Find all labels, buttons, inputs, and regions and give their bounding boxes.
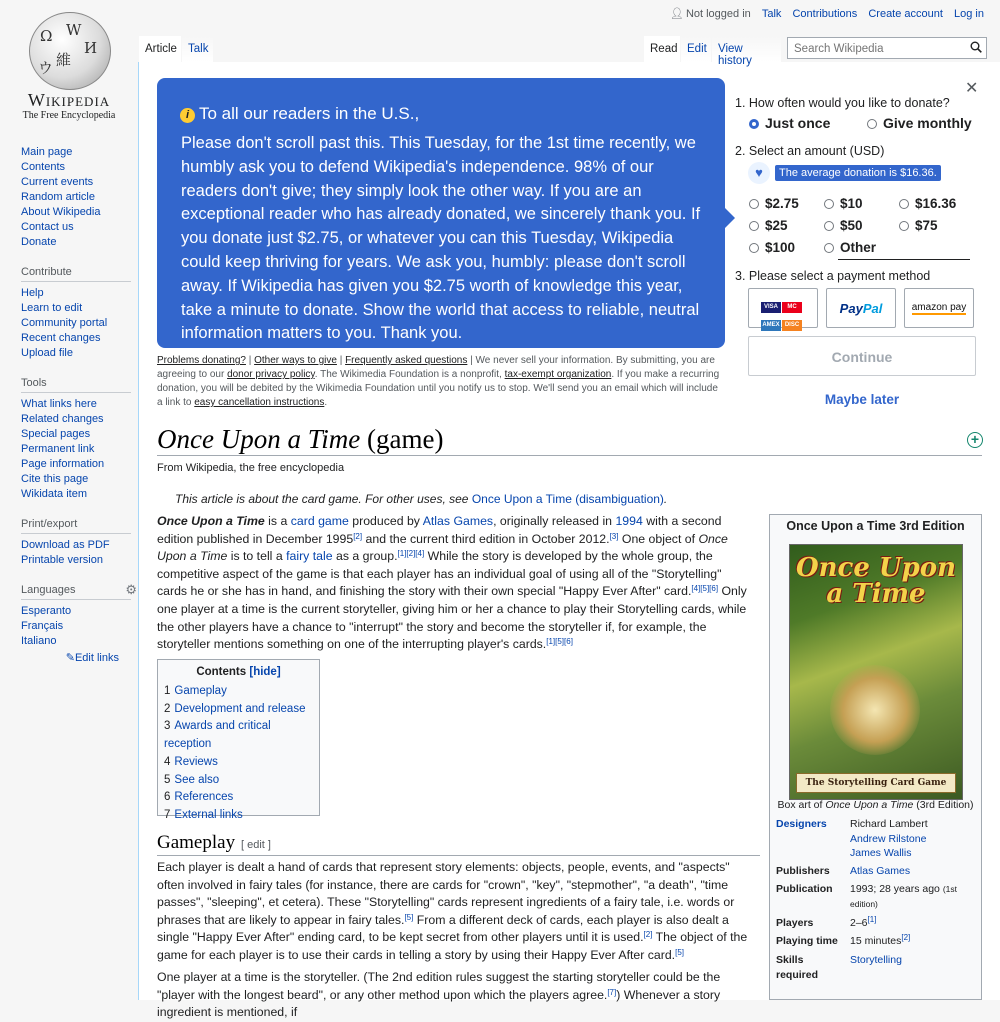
tab-article[interactable]: Article xyxy=(139,36,181,62)
problems-donating-link[interactable]: Problems donating? xyxy=(157,355,246,366)
toc-item[interactable]: 4 Reviews xyxy=(164,755,218,768)
tab-talk[interactable]: Talk xyxy=(182,36,213,62)
not-logged-in: Not logged in xyxy=(685,8,751,20)
average-donation-note: ♥ The average donation is $16.36. xyxy=(748,162,968,186)
sidebar-item-special-pages[interactable]: Special pages xyxy=(21,428,91,440)
sidebar-item-esperanto[interactable]: Esperanto xyxy=(21,605,72,617)
title-divider xyxy=(157,455,982,456)
sidebar-item-contents[interactable]: Contents xyxy=(21,161,66,173)
paypal-button[interactable] xyxy=(826,288,896,328)
toc-item[interactable]: 7 External links xyxy=(164,808,243,821)
publisher-link[interactable]: Atlas Games xyxy=(850,865,911,877)
globe-icon: Ω W И 維 ウ xyxy=(29,12,111,90)
wordmark: Wikipedia xyxy=(27,90,111,110)
hatnote: This article is about the card game. For other uses, see Once Upon a Time (disambiguation). xyxy=(175,492,668,506)
sidebar-item-main-page[interactable]: Main page xyxy=(21,146,73,158)
page-title: Once Upon a Time (game) xyxy=(157,424,444,454)
privacy-link[interactable]: donor privacy policy xyxy=(227,369,315,380)
just-once-option[interactable]: Just once xyxy=(749,115,830,131)
banner-arrow xyxy=(725,208,735,228)
sidebar-item-help[interactable]: Help xyxy=(21,287,44,299)
year-1994-link[interactable]: 1994 xyxy=(615,514,643,528)
credit-cards-icon: VISA MCAMEX DISC xyxy=(761,297,807,333)
contributions-link[interactable]: Contributions xyxy=(792,8,858,20)
site-tagline: From Wikipedia, the free encyclopedia xyxy=(157,462,345,474)
banner-heading: i To all our readers in the U.S., xyxy=(180,104,419,124)
ref-link[interactable]: [1] xyxy=(867,915,877,924)
cancellation-link[interactable]: easy cancellation instructions xyxy=(194,397,325,408)
create-account-link[interactable]: Create account xyxy=(868,8,943,20)
pencil-icon: ✎ xyxy=(65,652,75,664)
designer-link[interactable]: James Wallis xyxy=(850,847,912,859)
give-monthly-option[interactable]: Give monthly xyxy=(867,115,972,131)
radio-icon xyxy=(867,119,877,129)
sidebar-item-random-article[interactable]: Random article xyxy=(21,191,95,203)
storytelling-link[interactable]: Storytelling xyxy=(850,954,902,966)
credit-card-button[interactable] xyxy=(748,288,818,328)
tab-read[interactable]: Read xyxy=(644,36,680,62)
other-ways-link[interactable]: Other ways to give xyxy=(254,355,337,366)
tagline: The Free Encyclopedia xyxy=(22,110,116,121)
ref-link[interactable]: [5] xyxy=(404,912,414,922)
gameplay-paragraph-2: One player at a time is the storyteller. (The 2nd edition rules suggest the starting storyteller could be the "player with the longest beard", or any other method upon which the players agree.[7]) Whenever a story ingredient is mentioned, if xyxy=(157,970,721,1020)
box-art-image[interactable] xyxy=(789,544,963,800)
ref-link[interactable]: [1][5][6] xyxy=(546,637,573,647)
search-input[interactable] xyxy=(792,39,966,59)
section-divider xyxy=(157,855,760,856)
sidebar-item-learn-to-edit[interactable]: Learn to edit xyxy=(21,302,83,314)
languages-heading: Languages ⚙ xyxy=(21,584,131,600)
sidebar-item-wikidata[interactable]: Wikidata item xyxy=(21,488,88,500)
amount-question: 2. Select an amount (USD) xyxy=(735,144,885,158)
radio-selected-icon xyxy=(749,119,759,129)
sidebar-item-download-pdf[interactable]: Download as PDF xyxy=(21,539,110,551)
sidebar-item-about[interactable]: About Wikipedia xyxy=(21,206,101,218)
frequency-question: 1. How often would you like to donate? xyxy=(735,96,950,110)
box-art-subtitle: The Storytelling Card Game xyxy=(796,773,956,793)
edit-links[interactable]: ✎Edit links xyxy=(65,652,119,664)
ref-link[interactable]: [3] xyxy=(609,531,619,541)
search-box xyxy=(787,37,987,59)
infobox-caption: Box art of Once Upon a Time (3rd Edition) xyxy=(777,799,974,811)
banner-message: Please don't scroll past this. This Tuesday, for the 1st time recently, we humbly ask you to defend Wikipedia's independence. 98% of our readers don't give; they simply look the other way. If you are an exceptional reader who has already donated, we sincerely thank you. If you donate just $2.75, or whatever you can this Tuesday, Wikipedia could keep thriving for years. We ask you, humbly: please don't scroll away. If Wikipedia has given you $2.75 worth of knowledge this year, take a minute to donate. Show the world that access to reliable, neutral information matters to you. Thank you. xyxy=(181,134,701,343)
sidebar xyxy=(0,140,138,680)
search-icon[interactable] xyxy=(970,41,982,53)
toc-item[interactable]: 3 Awards and critical reception xyxy=(164,720,271,751)
tab-edit[interactable]: Edit xyxy=(681,36,711,62)
personal-tools xyxy=(662,7,1000,20)
log-in-link[interactable]: Log in xyxy=(954,8,984,20)
sidebar-item-upload-file[interactable]: Upload file xyxy=(21,347,73,359)
add-icon[interactable]: + xyxy=(967,432,983,448)
faq-link[interactable]: Frequently asked questions xyxy=(345,355,468,366)
gameplay-heading: Gameplay xyxy=(157,832,236,853)
donation-banner xyxy=(157,78,725,348)
languages-portlet xyxy=(21,584,138,664)
user-icon: 👤︎ xyxy=(669,8,684,20)
sidebar-item-cite[interactable]: Cite this page xyxy=(21,473,89,485)
sidebar-item-related-changes[interactable]: Related changes xyxy=(21,413,104,425)
contribute-heading: Contribute xyxy=(21,266,131,282)
box-art-title: Once Upon a Time xyxy=(795,553,957,609)
ref-link[interactable]: [7] xyxy=(607,987,617,997)
talk-link[interactable]: Talk xyxy=(761,8,782,20)
amount-75[interactable]: $75 xyxy=(899,218,938,233)
box-art-figure xyxy=(830,665,920,755)
gameplay-paragraph-1: Each player is dealt a hand of cards that represent story elements: objects, people, events, and "aspects" often involved in fairy tales (for instance, there are cards for "crown", "key", "stepmother", "a death", "time passes", "sleeping", et cetera). These "Storytelling" cards represent ingredients of a fairy tale, i.e. words or phrases that are likely to appear in fairy tales.[5] From a different deck of cards, each player is also dealt a single "Happy Ever After" ending card, to be kept secret from other players until it is used.[2] The object of the game for each player is to use their cards in telling a story by using their Happy Ever After card.[5] xyxy=(157,860,748,962)
amazon-pay-logo: amazon pay xyxy=(911,302,967,313)
infobox: Once Upon a Time 3rd Edition Once Upon a Time The Storytelling Card Game Box art of Once Upon a Time (3rd Edition) Designers Richard Lambert Andrew Rilstone James Wallis Publishers Atlas Games Publication 1993; 28 years ago (1st edition) Players 2–6[1] Playing time 15 minutes[2] Skills required Storytelling xyxy=(769,514,982,1000)
ref-link[interactable]: [2] xyxy=(353,531,363,541)
print-heading: Print/export xyxy=(21,518,131,534)
amazon-pay-button[interactable] xyxy=(904,288,974,328)
amount-2-75[interactable]: $2.75 xyxy=(749,196,799,211)
continue-button[interactable]: Continue xyxy=(748,336,976,376)
infobox-title: Once Upon a Time 3rd Edition xyxy=(786,519,965,533)
tab-view-history[interactable]: View history xyxy=(712,36,781,62)
designer-link[interactable]: Andrew Rilstone xyxy=(850,832,927,845)
amount-other[interactable]: Other xyxy=(824,240,876,255)
toc-item[interactable]: 1 Gameplay xyxy=(164,685,227,697)
tools-portlet xyxy=(21,377,138,502)
wikipedia-logo[interactable] xyxy=(0,0,138,130)
tax-exempt-link[interactable]: tax-exempt organization xyxy=(504,369,612,380)
tools-heading: Tools xyxy=(21,377,131,393)
amount-50[interactable]: $50 xyxy=(824,218,863,233)
toc-item[interactable]: 5 See also xyxy=(164,773,220,786)
info-icon: i xyxy=(180,108,195,123)
payment-question: 3. Please select a payment method xyxy=(735,269,931,283)
banner-fineprint: Problems donating? | Other ways to give | Frequently asked questions | We never sell your information. By submitting, you are agreeing to our donor privacy policy. The Wikimedia Foundation is a nonprofit, tax-exempt organization. If you make a recurring donation, you will be debited by the Wikimedia Foundation until you notify us to stop. We'll send you an email which will include a link to easy cancellation instructions. xyxy=(157,355,720,408)
sidebar-item-italiano[interactable]: Italiano xyxy=(21,635,57,647)
sidebar-item-contact[interactable]: Contact us xyxy=(21,221,74,233)
card-game-link[interactable]: card game xyxy=(290,514,349,528)
sidebar-item-community-portal[interactable]: Community portal xyxy=(21,317,108,329)
sidebar-item-permanent-link[interactable]: Permanent link xyxy=(21,443,95,455)
lead-paragraph: Once Upon a Time is a card game produced by Atlas Games, originally released in 1994 with a second edition published in December 1995[2] and the current third edition in October 2012.[3] One object of Once Upon a Time is to tell a fairy tale as a group.[1][2][4] While the story is developed by the whole group, the competitive aspect of the game is that each player has an individual goal of using all of the "Storytelling" cards he or she has in hand, and finishing the story with their own special "Happy Ever After" card.[4][5][6] Only one player at a time is the current storyteller, giving him or her a chance to play their Storytelling cards, while the other players have a chance to "interrupt" the story and become the storyteller if, for example, the storyteller mentions something on one of the interrupting player's cards.[1][5][6] xyxy=(157,514,747,652)
amount-25[interactable]: $25 xyxy=(749,218,788,233)
maybe-later-button[interactable]: Maybe later xyxy=(824,392,900,407)
atlas-games-link[interactable]: Atlas Games xyxy=(422,514,494,528)
amount-100[interactable]: $100 xyxy=(749,240,795,255)
sidebar-item-current-events[interactable]: Current events xyxy=(21,176,94,188)
ref-link[interactable]: [5] xyxy=(675,947,684,957)
ref-link[interactable]: [2] xyxy=(901,933,911,942)
toc-hide-link[interactable]: [hide] xyxy=(249,666,281,678)
sidebar-item-francais[interactable]: Français xyxy=(21,620,64,632)
print-portlet xyxy=(21,518,138,568)
sidebar-item-donate[interactable]: Donate xyxy=(21,236,57,248)
amount-10[interactable]: $10 xyxy=(824,196,863,211)
paypal-logo: PayPal xyxy=(839,301,883,316)
ref-link[interactable]: [1][2][4] xyxy=(397,549,425,559)
nav-portlet xyxy=(21,145,138,250)
heart-icon: ♥ xyxy=(748,162,770,184)
disambiguation-link[interactable]: Once Upon a Time (disambiguation) xyxy=(471,492,664,506)
toc-title: Contents [hide] xyxy=(196,666,281,678)
sidebar-item-what-links-here[interactable]: What links here xyxy=(21,398,97,410)
gear-icon[interactable]: ⚙ xyxy=(125,582,137,597)
amount-16-36[interactable]: $16.36 xyxy=(899,196,956,211)
table-of-contents xyxy=(157,659,320,821)
contribute-portlet xyxy=(21,266,138,361)
sidebar-item-recent-changes[interactable]: Recent changes xyxy=(21,332,101,344)
sidebar-item-printable[interactable]: Printable version xyxy=(21,554,103,566)
toc-item[interactable]: 6 References xyxy=(164,791,234,804)
other-amount-input[interactable] xyxy=(838,259,970,260)
close-icon[interactable]: ✕ xyxy=(965,80,979,97)
fairy-tale-link[interactable]: fairy tale xyxy=(286,549,333,564)
ref-link[interactable]: [2] xyxy=(643,930,653,940)
ref-link[interactable]: [4][5][6] xyxy=(691,584,719,594)
sidebar-item-page-information[interactable]: Page information xyxy=(21,458,105,470)
designers-label[interactable]: Designers xyxy=(776,818,827,830)
gameplay-edit-link[interactable]: [ edit ] xyxy=(241,839,271,851)
toc-item[interactable]: 2 Development and release xyxy=(164,702,306,715)
